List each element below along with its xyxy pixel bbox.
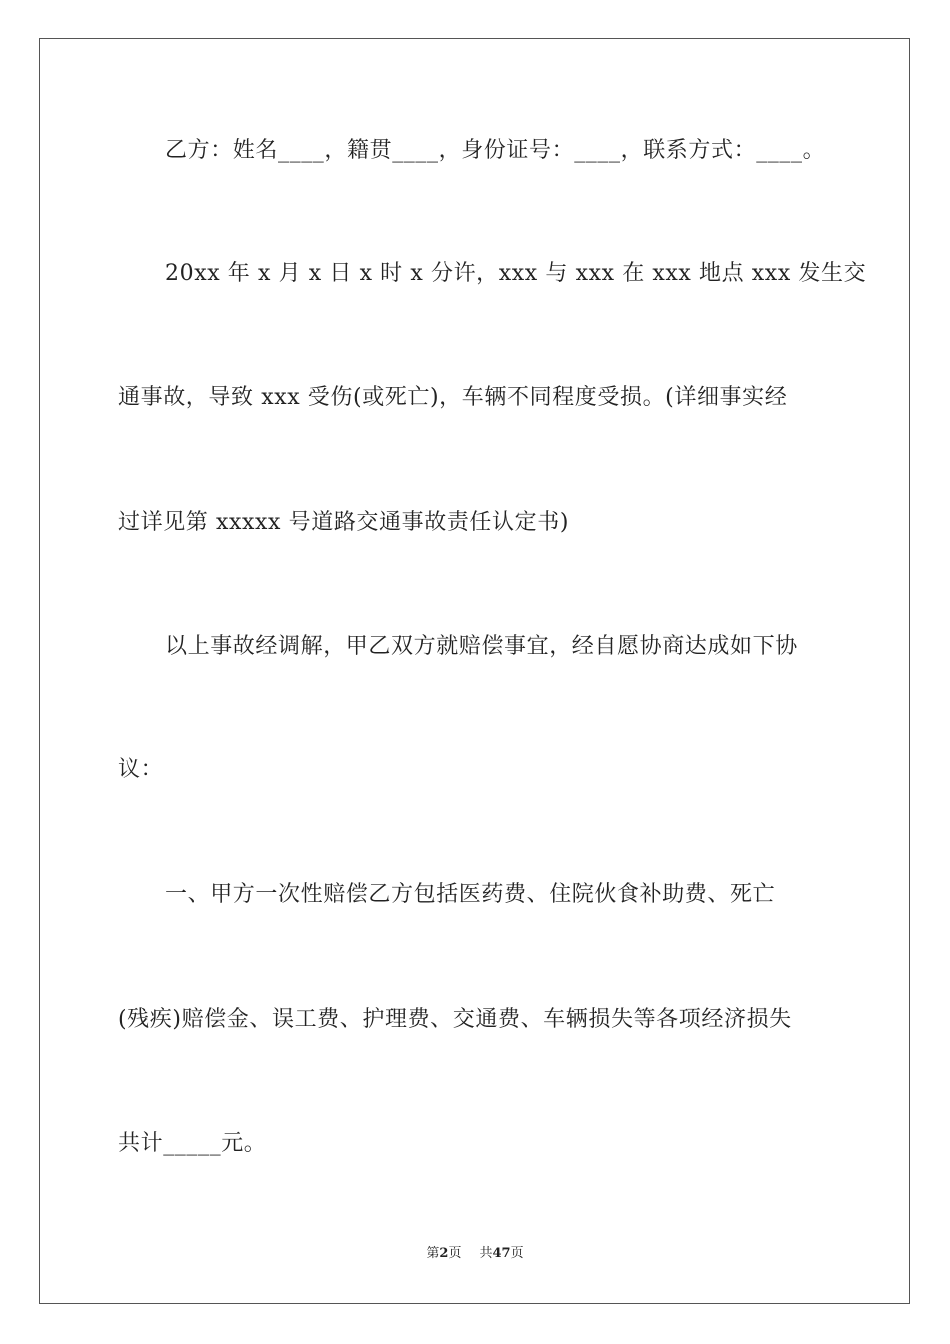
- clause-one-line-3: 共计_____元。: [118, 1131, 267, 1156]
- page-suffix: 页: [448, 1246, 462, 1261]
- page-number: 2: [439, 1246, 449, 1261]
- mediation-line-1: 以上事故经调解，甲乙双方就赔偿事宜，经自愿协商达成如下协: [165, 634, 798, 659]
- page-border: [39, 38, 910, 1304]
- accident-description-line-1: 20xx 年 x 月 x 日 x 时 x 分许，xxx 与 xxx 在 xxx 地点 xxx 发生交: [165, 261, 867, 286]
- page-prefix: 第: [426, 1246, 440, 1261]
- total-suffix: 页: [510, 1246, 524, 1261]
- mediation-line-2: 议：: [118, 757, 164, 782]
- party-b-info-line: 乙方：姓名____，籍贯____，身份证号：____，联系方式：____。: [165, 138, 826, 163]
- clause-one-line-2: (残疾)赔偿金、误工费、护理费、交通费、车辆损失等各项经济损失: [118, 1007, 792, 1032]
- accident-description-line-3: 过详见第 xxxxx 号道路交通事故责任认定书): [118, 510, 570, 535]
- clause-one-line-1: 一、甲方一次性赔偿乙方包括医药费、住院伙食补助费、死亡: [165, 882, 776, 907]
- page-footer: [0, 1245, 950, 1263]
- total-prefix: 共: [479, 1246, 493, 1261]
- total-pages: 47: [492, 1246, 511, 1261]
- accident-description-line-2: 通事故，导致 xxx 受伤(或死亡)，车辆不同程度受损。(详细事实经: [118, 385, 788, 410]
